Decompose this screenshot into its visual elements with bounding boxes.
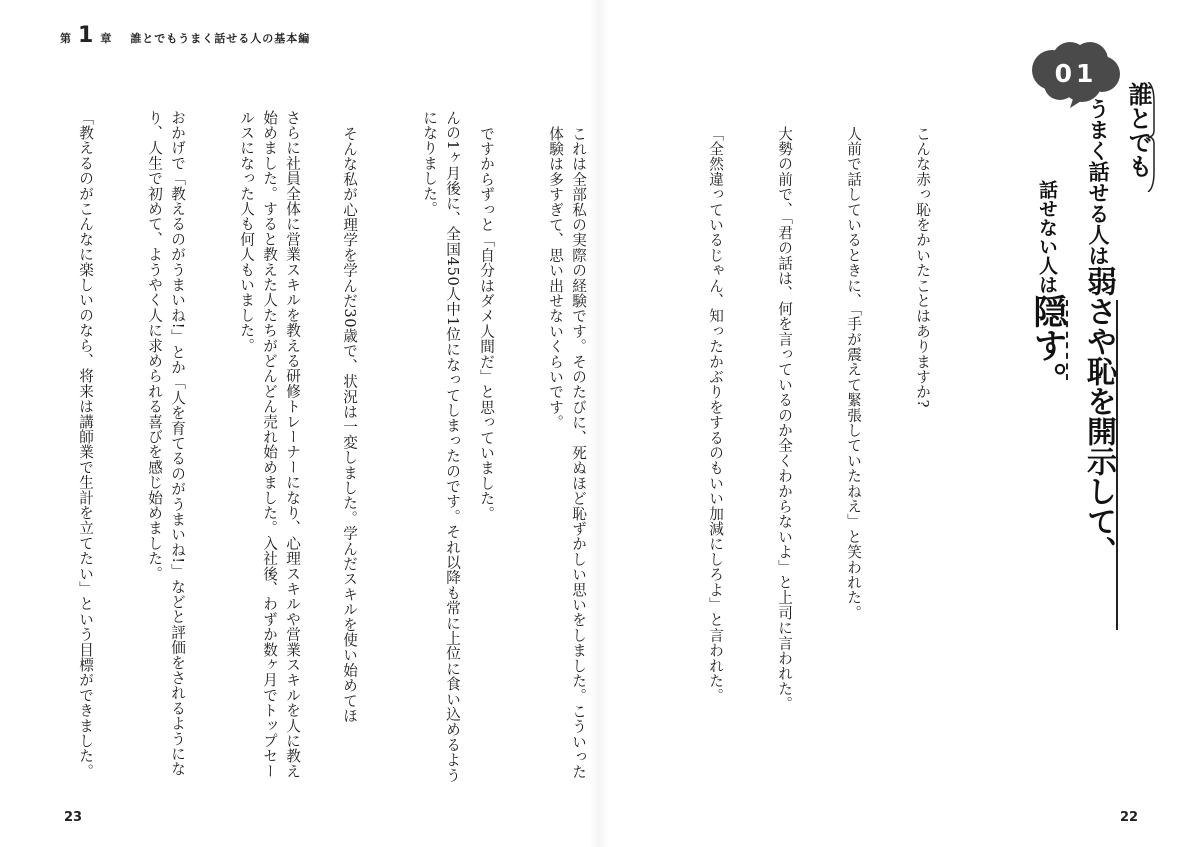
section-number: 01 [1054,58,1098,88]
paragraph: 人前で話しているときに、「手が震えて緊張していたねえ」と笑われた。 [845,126,862,621]
paragraph: んの1ヶ月後に、全国450人中1位になってしまったのです。それ以降も常に上位に食い込めるようになりました。 [421,110,461,783]
chapter-prefix: 第 [60,32,72,45]
running-header [60,23,311,50]
chapter-suffix: 章 [100,32,113,45]
paragraph: 「全然違っているじゃん、知ったかぶりをするのもいい加減にしろよ」と言われた。 [707,126,724,704]
chapter-title: 誰とでもうまく話せる人の基本編 [130,32,311,45]
headline-dashed-underline [1066,300,1068,380]
paragraph-spacer [350,110,372,790]
paragraph: こんな赤っ恥をかいたことはありますか? [914,126,931,409]
paragraph: そんな私が心理学を学んだ30歳で、状況は一変しました。学んだスキルを使い始めてほ [341,126,358,724]
headline-line-2 [1081,98,1116,566]
page-number-right: 22 [1120,810,1139,825]
headline-small-text: うまく話せる人は [1086,98,1110,266]
paragraph: 「教えるのがこんなに楽しいのなら、将来は講師業で生計を立てたい」という目標ができました。 [77,110,94,779]
paragraph: おかげで「教えるのがうまいね!」とか「人を育てるのがうまいね!」などと評価をされるようになり、人生で初めて、ようやく人に求められる喜びを感じ始めました。 [146,110,186,777]
paragraph: ですからずっと「自分はダメ人間だ」と思っていました。 [478,126,495,522]
left-page-body [77,110,510,790]
headline-bracket-word: 誰とでも [1124,82,1152,178]
headline-line-1 [1123,82,1153,642]
paragraph: さらに社員全体に営業スキルを教える研修トレーナーになり、心理スキルや営業スキルを人に教え始めました。すると教えた人たちがどんどん売れ始めました。入社後、わずか数ヶ月でトップセールスになった人も何人もいました。 [238,110,301,779]
headline-emphasis: 弱さや恥を開示して、 [1081,266,1116,566]
paragraph-spacer [6,110,28,790]
headline-small-text: 話せない人は [1036,180,1058,294]
paragraph: これは全部私の実際の経験です。そのたびに、死ぬほど恥ずかしい思いをしました。こういった体験は多すぎて、思い出せないくらいです。 [547,126,587,780]
page-number-left: 23 [64,810,83,825]
headline-underline [1116,300,1118,630]
chapter-number: 1 [78,23,95,48]
headline-emphasis: 隠す。 [1027,294,1067,396]
headline-line-3 [1027,180,1067,396]
paragraph: 大勢の前で、「君の話は、何を言っているのか全くわからないよ」と上司に言われた。 [776,126,793,712]
paragraph-spacer [636,126,658,786]
